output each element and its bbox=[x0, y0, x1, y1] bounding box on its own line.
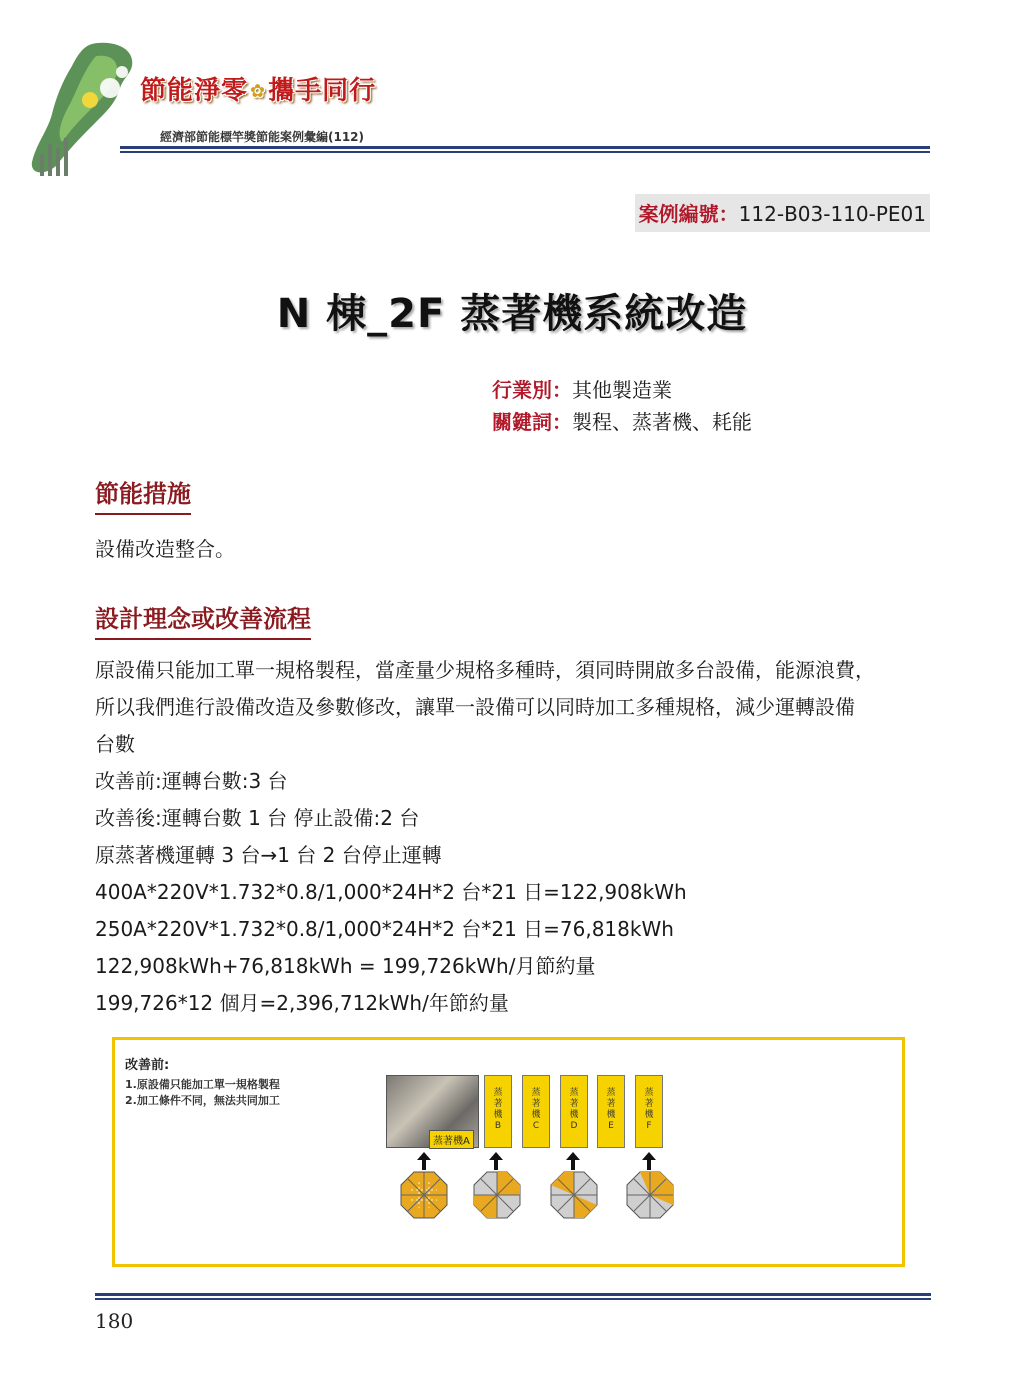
wafer-holder-icon bbox=[472, 1170, 522, 1220]
design-line: 改善前:運轉台數:3 台 bbox=[95, 769, 288, 793]
machine-f: 蒸 著 機 F bbox=[635, 1075, 663, 1148]
industry-row bbox=[492, 374, 752, 406]
industry-label: 行業別： bbox=[492, 378, 572, 402]
section-heading-measures: 節能措施 bbox=[95, 474, 191, 515]
before-improvement-figure bbox=[112, 1037, 905, 1267]
case-number-label: 案例編號： bbox=[638, 202, 739, 226]
slogan-left: 節能淨零 bbox=[140, 76, 249, 106]
arrow-up-icon bbox=[646, 1152, 652, 1170]
machine-c: 蒸 著 機 C bbox=[522, 1075, 550, 1148]
case-meta bbox=[492, 374, 752, 438]
page-number: 180 bbox=[95, 1309, 134, 1333]
design-line: 原蒸著機運轉 3 台→1 台 2 台停止運轉 bbox=[95, 843, 442, 867]
machine-d: 蒸 著 機 D bbox=[560, 1075, 588, 1148]
industry-value: 其他製造業 bbox=[572, 378, 672, 402]
design-body bbox=[95, 652, 935, 1022]
design-line: 400A*220V*1.732*0.8/1,000*24H*2 台*21 日=122,908kWh bbox=[95, 880, 687, 904]
wafer-holder-icon bbox=[399, 1170, 449, 1220]
arrow-up-icon bbox=[570, 1152, 576, 1170]
figure-note-2: 2.加工條件不同，無法共同加工 bbox=[125, 1094, 280, 1107]
design-line: 改善後:運轉台數 1 台 停止設備:2 台 bbox=[95, 806, 420, 830]
section-heading-design: 設計理念或改善流程 bbox=[95, 599, 311, 640]
wafer-holder-icon bbox=[625, 1170, 675, 1220]
design-line: 199,726*12 個月=2,396,712kWh/年節約量 bbox=[95, 991, 509, 1015]
flower-dot-icon: ✿ bbox=[250, 81, 267, 102]
arrow-up-icon bbox=[421, 1152, 427, 1170]
case-number-value: 112-B03-110-PE01 bbox=[738, 202, 926, 226]
machine-e: 蒸 著 機 E bbox=[597, 1075, 625, 1148]
design-line: 250A*220V*1.732*0.8/1,000*24H*2 台*21 日=76,818kWh bbox=[95, 917, 674, 941]
design-line: 122,908kWh+76,818kWh = 199,726kWh/月節約量 bbox=[95, 954, 596, 978]
wafer-holder-icon bbox=[549, 1170, 599, 1220]
figure-note-1: 1.原設備只能加工單一規格製程 bbox=[125, 1078, 280, 1091]
figure-title: 改善前: bbox=[125, 1058, 170, 1073]
page-title: N 棟_2F 蒸著機系統改造 bbox=[276, 291, 748, 337]
footer-divider bbox=[95, 1293, 931, 1300]
case-number bbox=[635, 194, 930, 232]
design-line: 台數 bbox=[95, 732, 135, 756]
header-divider bbox=[120, 146, 930, 153]
header-slogan bbox=[140, 70, 376, 107]
machine-b: 蒸 著 機 B bbox=[484, 1075, 512, 1148]
keywords-row bbox=[492, 406, 752, 438]
design-line: 原設備只能加工單一規格製程，當產量少規格多種時，須同時開啟多台設備，能源浪費， bbox=[95, 658, 875, 682]
keywords-label: 關鍵詞： bbox=[492, 410, 572, 434]
design-line: 所以我們進行設備改造及參數修改，讓單一設備可以同時加工多種規格，減少運轉設備 bbox=[95, 695, 855, 719]
header-subtitle: 經濟部節能標竿獎節能案例彙編(112) bbox=[160, 130, 365, 144]
slogan-right: 攜手同行 bbox=[268, 76, 377, 106]
keywords-value: 製程、蒸著機、耗能 bbox=[572, 410, 752, 434]
machine-photo-label: 蒸著機A bbox=[429, 1130, 474, 1149]
taiwan-map-logo-icon bbox=[22, 36, 172, 186]
measures-body: 設備改造整合。 bbox=[95, 537, 235, 561]
arrow-up-icon bbox=[493, 1152, 499, 1170]
